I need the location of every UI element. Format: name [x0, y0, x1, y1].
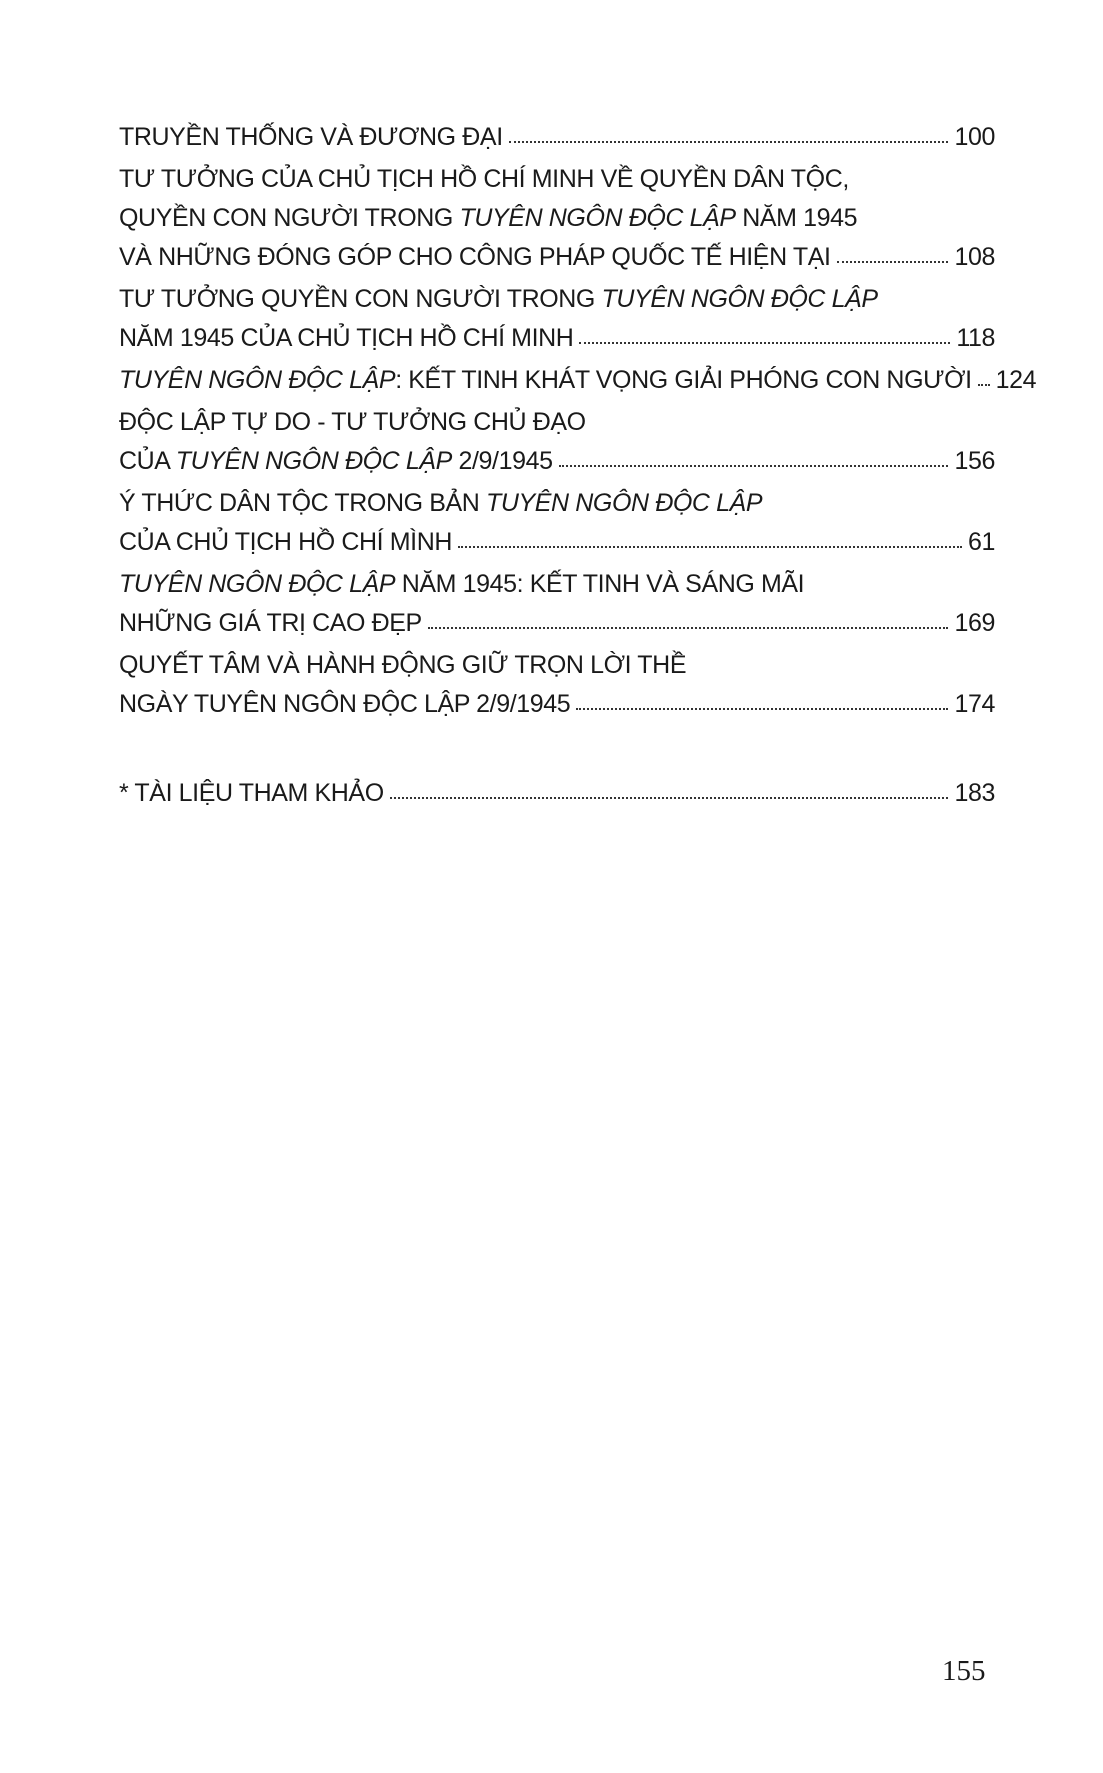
toc-page-number: 100 [954, 123, 995, 151]
toc-entry[interactable] [119, 484, 995, 562]
toc-entry-title: TƯ TƯỞNG QUYỀN CON NGƯỜI TRONG TUYÊN NGÔN ĐỘC LẬP [119, 285, 878, 313]
toc-entry[interactable] [119, 160, 995, 277]
dot-leader [837, 251, 949, 263]
toc-page-number: 183 [954, 779, 995, 807]
toc-entry-title-line: VÀ NHỮNG ĐÓNG GÓP CHO CÔNG PHÁP QUỐC TẾ HIỆN TẠI [119, 243, 831, 271]
toc-page-number: 156 [954, 447, 995, 475]
toc-page-number: 174 [954, 690, 995, 718]
dot-leader [390, 787, 949, 799]
page-number: 155 [942, 1655, 986, 1687]
dot-leader [978, 374, 990, 386]
toc-entry[interactable] [119, 118, 995, 157]
toc-entry[interactable] [119, 280, 995, 358]
toc-entry-title-line: CỦA TUYÊN NGÔN ĐỘC LẬP 2/9/1945 [119, 447, 553, 475]
toc-entry[interactable] [119, 565, 995, 643]
dot-leader [579, 332, 950, 344]
toc-page-number: 169 [954, 609, 995, 637]
dot-leader [428, 617, 949, 629]
section-gap [119, 727, 995, 774]
toc-entry-title-line: CỦA CHỦ TỊCH HỒ CHÍ MÌNH [119, 528, 453, 556]
toc-entry-title: ĐỘC LẬP TỰ DO - TƯ TƯỞNG CHỦ ĐẠO [119, 408, 586, 436]
dot-leader [576, 698, 948, 710]
dot-leader [509, 131, 949, 143]
toc-entry[interactable] [119, 646, 995, 724]
toc-page-number: 108 [954, 243, 995, 271]
toc-entry-title: TUYÊN NGÔN ĐỘC LẬP: KẾT TINH KHÁT VỌNG GIẢI PHÓNG CON NGƯỜI [119, 366, 972, 394]
toc-entry-title: Ý THỨC DÂN TỘC TRONG BẢN TUYÊN NGÔN ĐỘC LẬP [119, 489, 763, 517]
toc-entry-title-line: NHỮNG GIÁ TRỊ CAO ĐẸP [119, 609, 422, 637]
toc-entry[interactable] [119, 403, 995, 481]
toc-entry-title: TƯ TƯỞNG CỦA CHỦ TỊCH HỒ CHÍ MINH VỀ QUYỀN DÂN TỘC, [119, 165, 849, 193]
toc-entry-title: QUYẾT TÂM VÀ HÀNH ĐỘNG GIỮ TRỌN LỜI THỀ [119, 651, 687, 679]
toc-entry[interactable] [119, 361, 1037, 400]
toc-entry-title-line: NGÀY TUYÊN NGÔN ĐỘC LẬP 2/9/1945 [119, 690, 571, 718]
dot-leader [559, 455, 949, 467]
toc-page-number: 61 [967, 528, 995, 556]
table-of-contents [119, 118, 1037, 816]
toc-entry-title: TRUYỀN THỐNG VÀ ĐƯƠNG ĐẠI [119, 123, 503, 151]
toc-entry-title-line: QUYỀN CON NGƯỜI TRONG TUYÊN NGÔN ĐỘC LẬP NĂM 1945 [119, 204, 858, 232]
toc-page-number: 124 [995, 366, 1037, 394]
toc-entry-title: * TÀI LIỆU THAM KHẢO [119, 779, 384, 807]
toc-entry-references[interactable] [119, 774, 995, 813]
toc-page-number: 118 [956, 324, 995, 352]
toc-entry-title-line: NĂM 1945 CỦA CHỦ TỊCH HỒ CHÍ MINH [119, 324, 574, 352]
toc-entry-title: TUYÊN NGÔN ĐỘC LẬP NĂM 1945: KẾT TINH VÀ SÁNG MÃI [119, 570, 805, 598]
dot-leader [458, 536, 962, 548]
